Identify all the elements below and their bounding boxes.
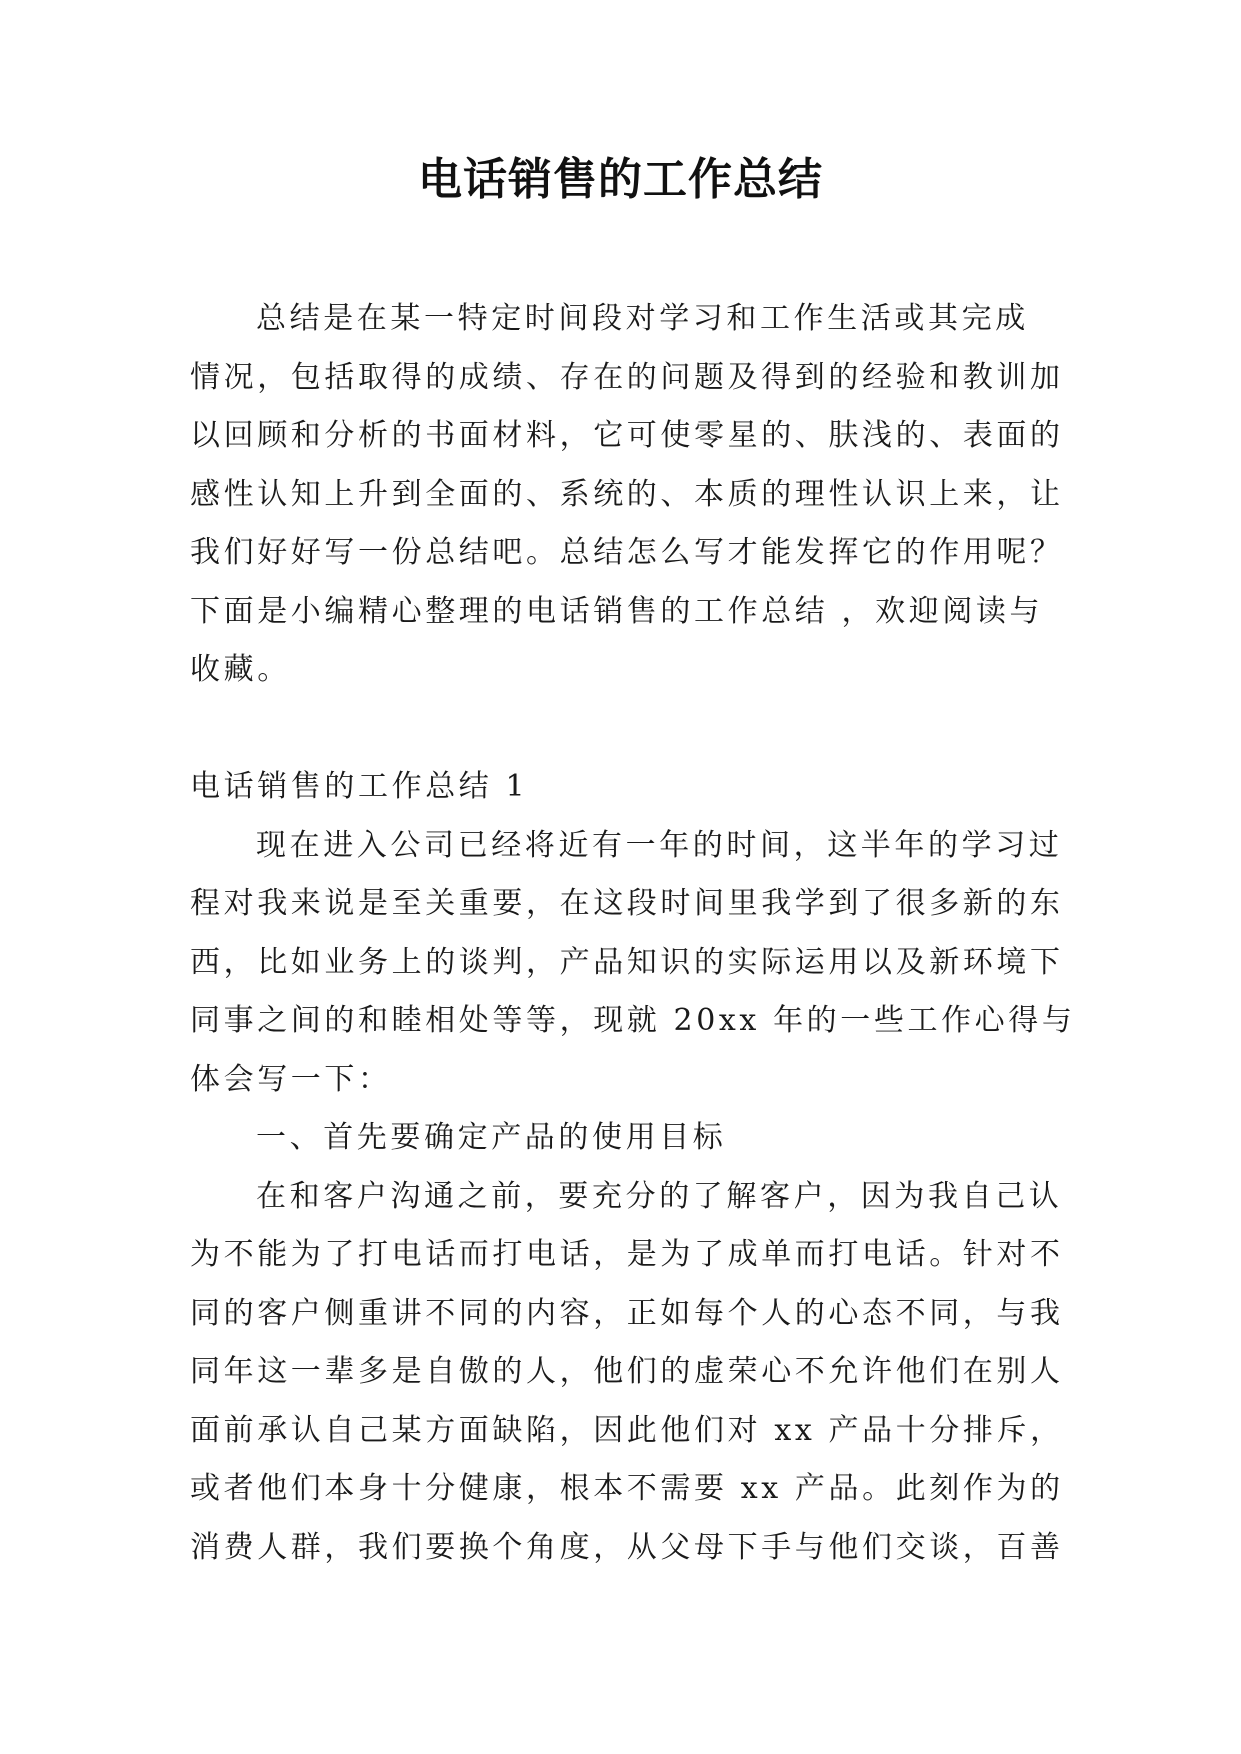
paragraph-line: 消费人群，我们要换个角度，从父母下手与他们交谈，百善 [190,1529,1064,1565]
intro-line: 下面是小编精心整理的电话销售的工作总结 ，欢迎阅读与 [190,593,1044,629]
paragraph-line: 西，比如业务上的谈判，产品知识的实际运用以及新环境下 [190,944,1064,980]
paragraph-line: 同事之间的和睦相处等等，现就 20xx 年的一些工作心得与 [190,1003,1076,1038]
document-body [190,290,1076,1577]
section-heading: 电话销售的工作总结 1 [190,769,529,804]
intro-line: 我们好好写一份总结吧。总结怎么写才能发挥它的作用呢？ [190,535,1064,570]
document-title: 电话销售的工作总结 [418,154,823,205]
paragraph-line: 在和客户沟通之前，要充分的了解客户，因为我自己认 [256,1178,1063,1214]
paragraph-line: 同年这一辈多是自傲的人，他们的虚荣心不允许他们在别人 [190,1354,1064,1389]
subheading: 一、首先要确定产品的使用目标 [256,1120,727,1155]
section-paragraph-2 [190,1168,1064,1578]
paragraph-line: 现在进入公司已经将近有一年的时间，这半年的学习过 [256,827,1063,863]
section-paragraph-1 [190,817,1076,1110]
intro-line: 收藏。 [190,652,291,687]
intro-line: 以回顾和分析的书面材料，它可使零星的、肤浅的、表面的 [190,418,1064,453]
intro-line: 感性认知上升到全面的、系统的、本质的理性认识上来，让 [190,476,1064,512]
paragraph-line: 面前承认自己某方面缺陷，因此他们对 xx 产品十分排斥， [190,1412,1064,1448]
paragraph-line: 体会写一下： [190,1061,392,1097]
intro-line: 情况，包括取得的成绩、存在的问题及得到的经验和教训加 [190,359,1064,395]
intro-line: 总结是在某一特定时间段对学习和工作生活或其完成 [256,301,1029,336]
paragraph-line: 同的客户侧重讲不同的内容，正如每个人的心态不同，与我 [190,1295,1064,1331]
paragraph-line: 程对我来说是至关重要，在这段时间里我学到了很多新的东 [190,886,1064,921]
paragraph-line: 为不能为了打电话而打电话，是为了成单而打电话。针对不 [190,1237,1064,1272]
intro-paragraph [190,290,1064,700]
paragraph-gap [190,700,1050,759]
paragraph-line: 或者他们本身十分健康，根本不需要 xx 产品。此刻作为的 [190,1471,1064,1506]
